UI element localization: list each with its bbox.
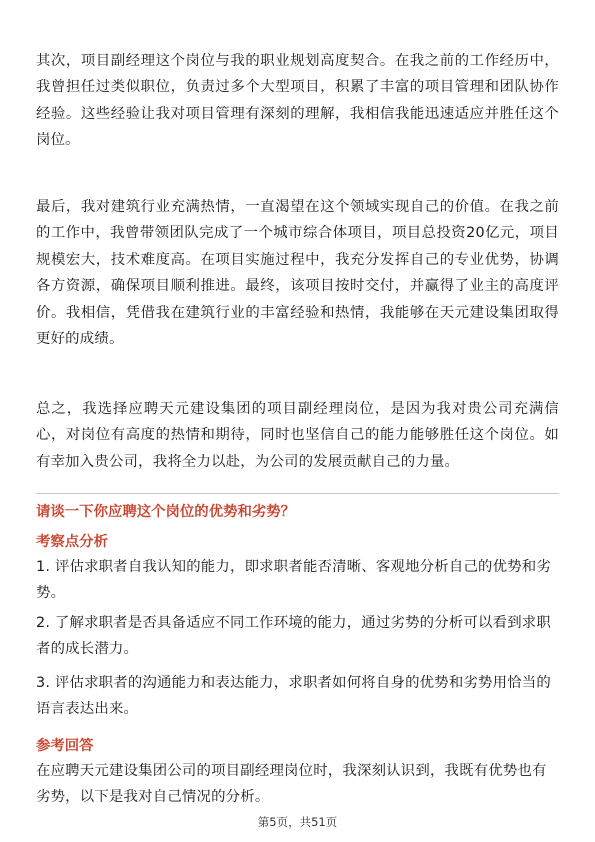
paragraph-conclusion: 总之，我选择应聘天元建设集团的项目副经理岗位，是因为我对贵公司充满信心，对岗位有高度的热情和期待，同时也坚信自己的能力能够胜任这个岗位。如有幸加入贵公司，我将全力以赴，为公司的发展贡献自己的力量。 <box>36 401 559 470</box>
analysis-item-1: 1. 评估求职者自我认知的能力，即求职者能否清晰、客观地分析自己的优势和劣势。 <box>36 559 551 602</box>
paragraph-career-fit: 其次，项目副经理这个岗位与我的职业规划高度契合。在我之前的工作经历中，我曾担任过类似职位，负责过多个大型项目，积累了丰富的项目管理和团队协作经验。这些经验让我对项目管理有深刻的理解，我相信我能迅速适应并胜任这个岗位。 <box>36 53 559 149</box>
analysis-item-2: 2. 了解求职者是否具备适应不同工作环境的能力，通过劣势的分析可以看到求职者的成长潜力。 <box>36 615 551 658</box>
analysis-heading: 考察点分析 <box>36 534 108 550</box>
interview-question: 请谈一下你应聘这个岗位的优势和劣势？ <box>36 504 296 520</box>
page-footer: 第5页，共51页 <box>257 815 338 829</box>
section-divider <box>36 493 559 494</box>
answer-text: 在应聘天元建设集团公司的项目副经理岗位时，我深刻认识到，我既有优势也有劣势，以下是我对自己情况的分析。 <box>36 763 547 806</box>
answer-heading: 参考回答 <box>36 738 94 754</box>
analysis-item-3: 3. 评估求职者的沟通能力和表达能力，求职者如何将自身的优势和劣势用恰当的语言表达出来。 <box>36 675 551 718</box>
paragraph-industry-passion: 最后，我对建筑行业充满热情，一直渴望在这个领域实现自己的价值。在我之前的工作中，我曾带领团队完成了一个城市综合体项目，项目总投资20亿元，项目规模宏大，技术难度高。在项目实施过程中，我充分发挥自己的专业优势，协调各方资源，确保项目顺利推进。最终，该项目按时交付，并赢得了业主的高度评价。我相信，凭借我在建筑行业的丰富经验和热情，我能够在天元建设集团取得更好的成绩。 <box>36 199 559 348</box>
